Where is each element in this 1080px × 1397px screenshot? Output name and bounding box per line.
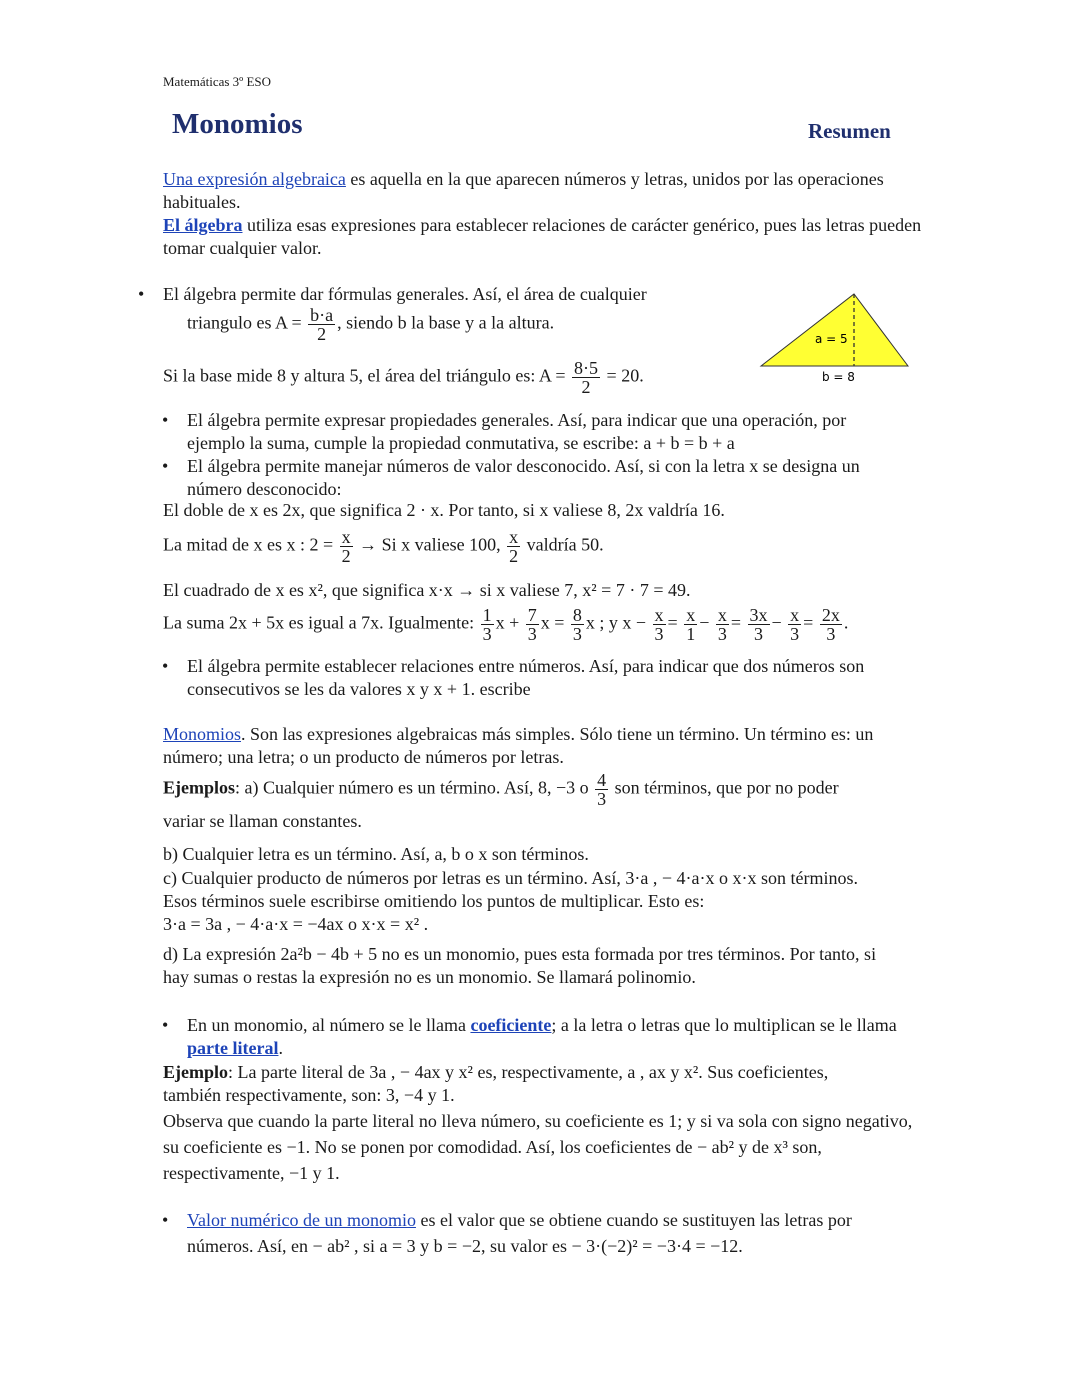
- monomios-definition: Monomios. Son las expresiones algebraicas más simples. Sólo tiene un término. Un término es: un número; una letra; o un producto de números por letras.: [163, 724, 874, 767]
- triangle-area-example: Si la base mide 8 y altura 5, el área del triángulo es: A = $\frac{8\cdot 5}{2}$ = 20.: [163, 358, 644, 397]
- bullet-formulas-line1: El álgebra permite dar fórmulas generales. Así, el área de cualquier: [163, 284, 647, 304]
- link-expresion-algebraica[interactable]: Una expresión algebraica: [163, 169, 346, 189]
- triangle-figure: [758, 288, 913, 384]
- bullet-coeficiente: • En un monomio, al número se le llama coeficiente; a la letra o letras que lo multiplican se le llama parte literal.: [162, 1015, 897, 1058]
- ejemplo-parte-literal: Ejemplo: La parte literal de 3a , − 4ax y x² es, respectivamente, a , ax y x². Sus coeficientes, también respectivamente, son: 3, −4 y 1.: [163, 1062, 829, 1105]
- suma-line: La suma 2x + 5x es igual a 7x. Igualmente: $\frac{1}{3}$ x + $\frac{7}{3}$ x = $\frac{8}{3}$ x ; y x − $\frac{x}{3}$ = $\frac{x}{1}$ − $\frac{x}{3}$ = $\frac{3x}{3}$ − $\frac{x}{3}$ = $\frac{2x}{3}$ .: [163, 605, 849, 644]
- bullet-relaciones: • El álgebra permite establecer relaciones entre números. Así, para indicar que dos números son consecutivos se les da valores x y x + 1. escribe: [162, 656, 865, 699]
- ejemplos-line: Ejemplos: a) Cualquier número es un término. Así, 8, −3 o $\frac{4}{3}$ son términos, que por no poder: [163, 770, 839, 809]
- bullet-valor-numerico: • Valor numérico de un monomio es el valor que se obtiene cuando se sustituyen las letras por números. Así, en − ab² , si a = 3 y b = −2, su valor es − 3·(−2)² = −3·4 = −12.: [162, 1210, 852, 1256]
- page-title: Monomios: [172, 108, 303, 140]
- ejemplo-c: c) Cualquier producto de números por letras es un término. Así, 3·a , − 4·a·x o x·x son términos. Esos términos suele escribirse omitiendo los puntos de multiplicar. Esto es:: [163, 868, 858, 911]
- ejemplos-line2: variar se llaman constantes.: [163, 811, 362, 831]
- cuadrado-line: El cuadrado de x es x², que significa x·x → si x valiese 7, x² = 7 · 7 = 49.: [163, 580, 691, 600]
- fraction-x-2b: $\frac{x}{2}$: [509, 527, 519, 566]
- ejemplo-b: b) Cualquier letra es un término. Así, a, b o x son términos.: [163, 844, 589, 864]
- triangle-area-formula: triangulo es A = $\frac{b\cdot a}{2}$ , siendo b la base y a la altura.: [187, 305, 555, 344]
- link-coeficiente[interactable]: coeficiente: [470, 1015, 552, 1035]
- base-label: b = 8: [822, 370, 855, 384]
- link-algebra[interactable]: El álgebra: [163, 215, 243, 235]
- ejemplo-c2: 3·a = 3a , − 4·a·x = −4ax o x·x = x² .: [163, 914, 429, 934]
- bullet-formulas: • El álgebra permite dar fórmulas generales. Así, el área de cualquier: [138, 284, 647, 304]
- intro-paragraph-1: Una expresión algebraica es aquella en la que aparecen números y letras, unidos por las operaciones habituales.: [163, 169, 884, 212]
- summary-tag: Resumen: [808, 119, 891, 143]
- link-monomios[interactable]: Monomios: [163, 724, 242, 744]
- height-label: a = 5: [815, 332, 848, 346]
- mitad-line: La mitad de x es x : 2 = $\frac{x}{2}$ → Si x valiese 100, $\frac{x}{2}$ valdría 50.: [163, 527, 604, 566]
- fraction-x-2a: $\frac{x}{2}$: [341, 527, 351, 566]
- link-valor-numerico[interactable]: Valor numérico de un monomio: [187, 1210, 416, 1230]
- ejemplo-d: d) La expresión 2a²b − 4b + 5 no es un monomio, pues esta formada por tres términos. Por tanto, si hay sumas o restas la expresión no es un monomio. Se llamará polinomio.: [163, 944, 877, 987]
- bullet-propiedades: • El álgebra permite expresar propiedades generales. Así, para indicar que una operación, por ejemplo la suma, cumple la propiedad conmutativa, se escribe: a + b = b + a: [162, 410, 847, 453]
- fraction-8x5-2: $\frac{8\cdot 5}{2}$: [574, 358, 599, 397]
- fraction-4-3: $\frac{4}{3}$: [597, 770, 607, 809]
- bullet-desconocido: • El álgebra permite manejar números de valor desconocido. Así, si con la letra x se designa un número desconocido:: [162, 456, 860, 499]
- observa-paragraph: Observa que cuando la parte literal no lleva número, su coeficiente es 1; y si va sola con signo negativo, su coeficiente es −1. No se ponen por comodidad. Así, los coeficientes de − ab² y de x³ son, respectivamente, −1 y 1.: [163, 1111, 913, 1183]
- course-header: Matemáticas 3º ESO: [163, 74, 272, 89]
- fraction-ba-2: $\frac{b\cdot a}{2}$: [310, 305, 334, 344]
- intro-paragraph-2: El álgebra utiliza esas expresiones para establecer relaciones de carácter genérico, pues las letras pueden tomar cualquier valor.: [163, 215, 922, 258]
- doble-line: El doble de x es 2x, que significa 2 · x. Por tanto, si x valiese 8, 2x valdría 16.: [163, 500, 725, 520]
- triangle-shape: [761, 294, 908, 366]
- link-parte-literal[interactable]: parte literal: [187, 1037, 279, 1058]
